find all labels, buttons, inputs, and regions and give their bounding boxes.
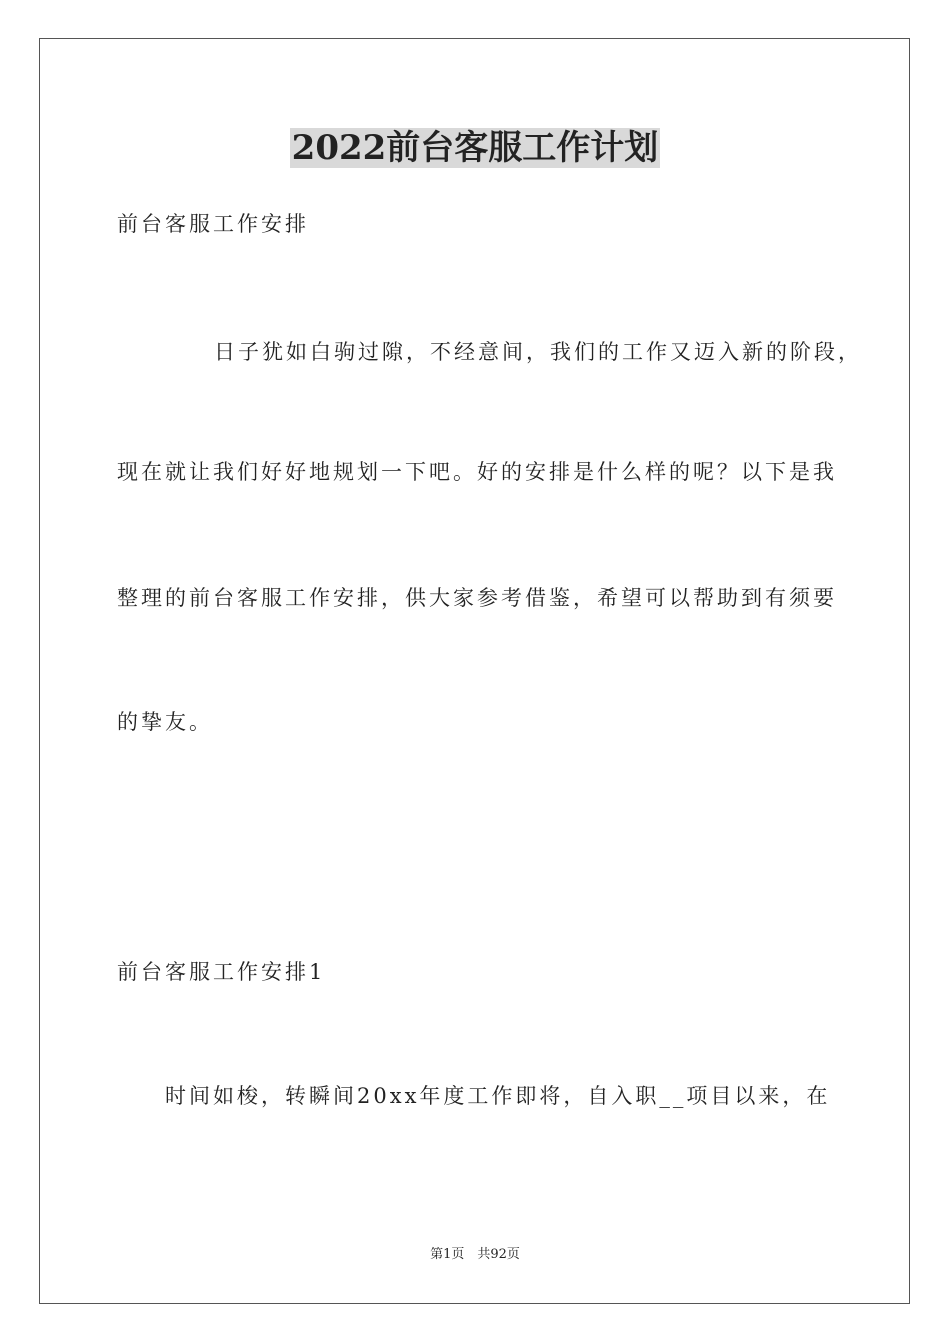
intro-line-3: 整理的前台客服工作安排，供大家参考借鉴，希望可以帮助到有须要 — [117, 586, 837, 610]
body-line: 时间如梭，转瞬间20xx年度工作即将，自入职__项目以来，在 — [165, 1084, 831, 1108]
intro-line-4: 的挚友。 — [117, 710, 213, 734]
page-footer: 第1页 共92页 — [430, 1247, 520, 1262]
intro-line-2: 现在就让我们好好地规划一下吧。好的安排是什么样的呢？以下是我 — [117, 460, 837, 484]
subsection-heading: 前台客服工作安排1 — [117, 960, 326, 984]
document-title — [0, 128, 950, 168]
section-heading: 前台客服工作安排 — [117, 212, 309, 236]
document-title-text: 2022前台客服工作计划 — [291, 128, 659, 168]
intro-line-1: 日子犹如白驹过隙，不经意间，我们的工作又迈入新的阶段， — [214, 340, 862, 364]
